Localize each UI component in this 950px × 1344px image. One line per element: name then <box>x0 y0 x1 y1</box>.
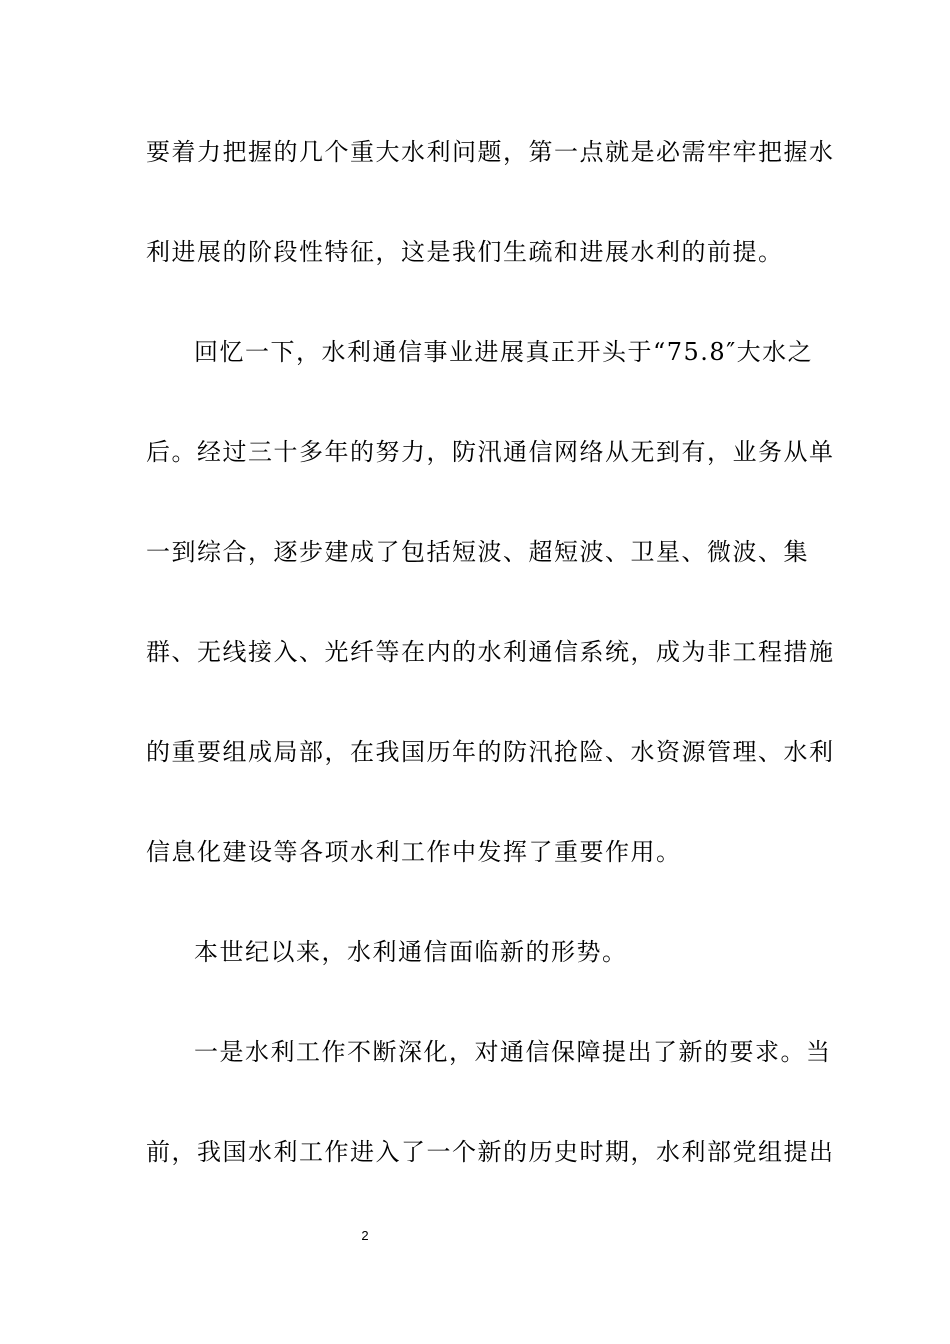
text-line-6: 群、无线接入、光纤等在内的水利通信系统，成为非工程措施 <box>146 638 835 666</box>
text-line-11: 前，我国水利工作进入了一个新的历史时期，水利部党组提出 <box>146 1138 835 1166</box>
text-line-8: 信息化建设等各项水利工作中发挥了重要作用。 <box>146 838 682 866</box>
page-number: 2 <box>361 1228 369 1243</box>
text-line-3: 回忆一下，水利通信事业进展真正开头于“75.8″大水之 <box>194 338 814 366</box>
text-line-5: 一到综合，逐步建成了包括短波、超短波、卫星、微波、集 <box>146 538 809 566</box>
text-line-4: 后。经过三十多年的努力，防汛通信网络从无到有，业务从单 <box>146 438 835 466</box>
text-line-2: 利进展的阶段性特征，这是我们生疏和进展水利的前提。 <box>146 238 784 266</box>
text-line-1: 要着力把握的几个重大水利问题，第一点就是必需牢牢把握水 <box>146 138 835 166</box>
text-line-7: 的重要组成局部，在我国历年的防汛抢险、水资源管理、水利 <box>146 738 835 766</box>
text-line-10: 一是水利工作不断深化，对通信保障提出了新的要求。当 <box>194 1038 832 1066</box>
text-line-9: 本世纪以来，水利通信面临新的形势。 <box>194 938 628 966</box>
